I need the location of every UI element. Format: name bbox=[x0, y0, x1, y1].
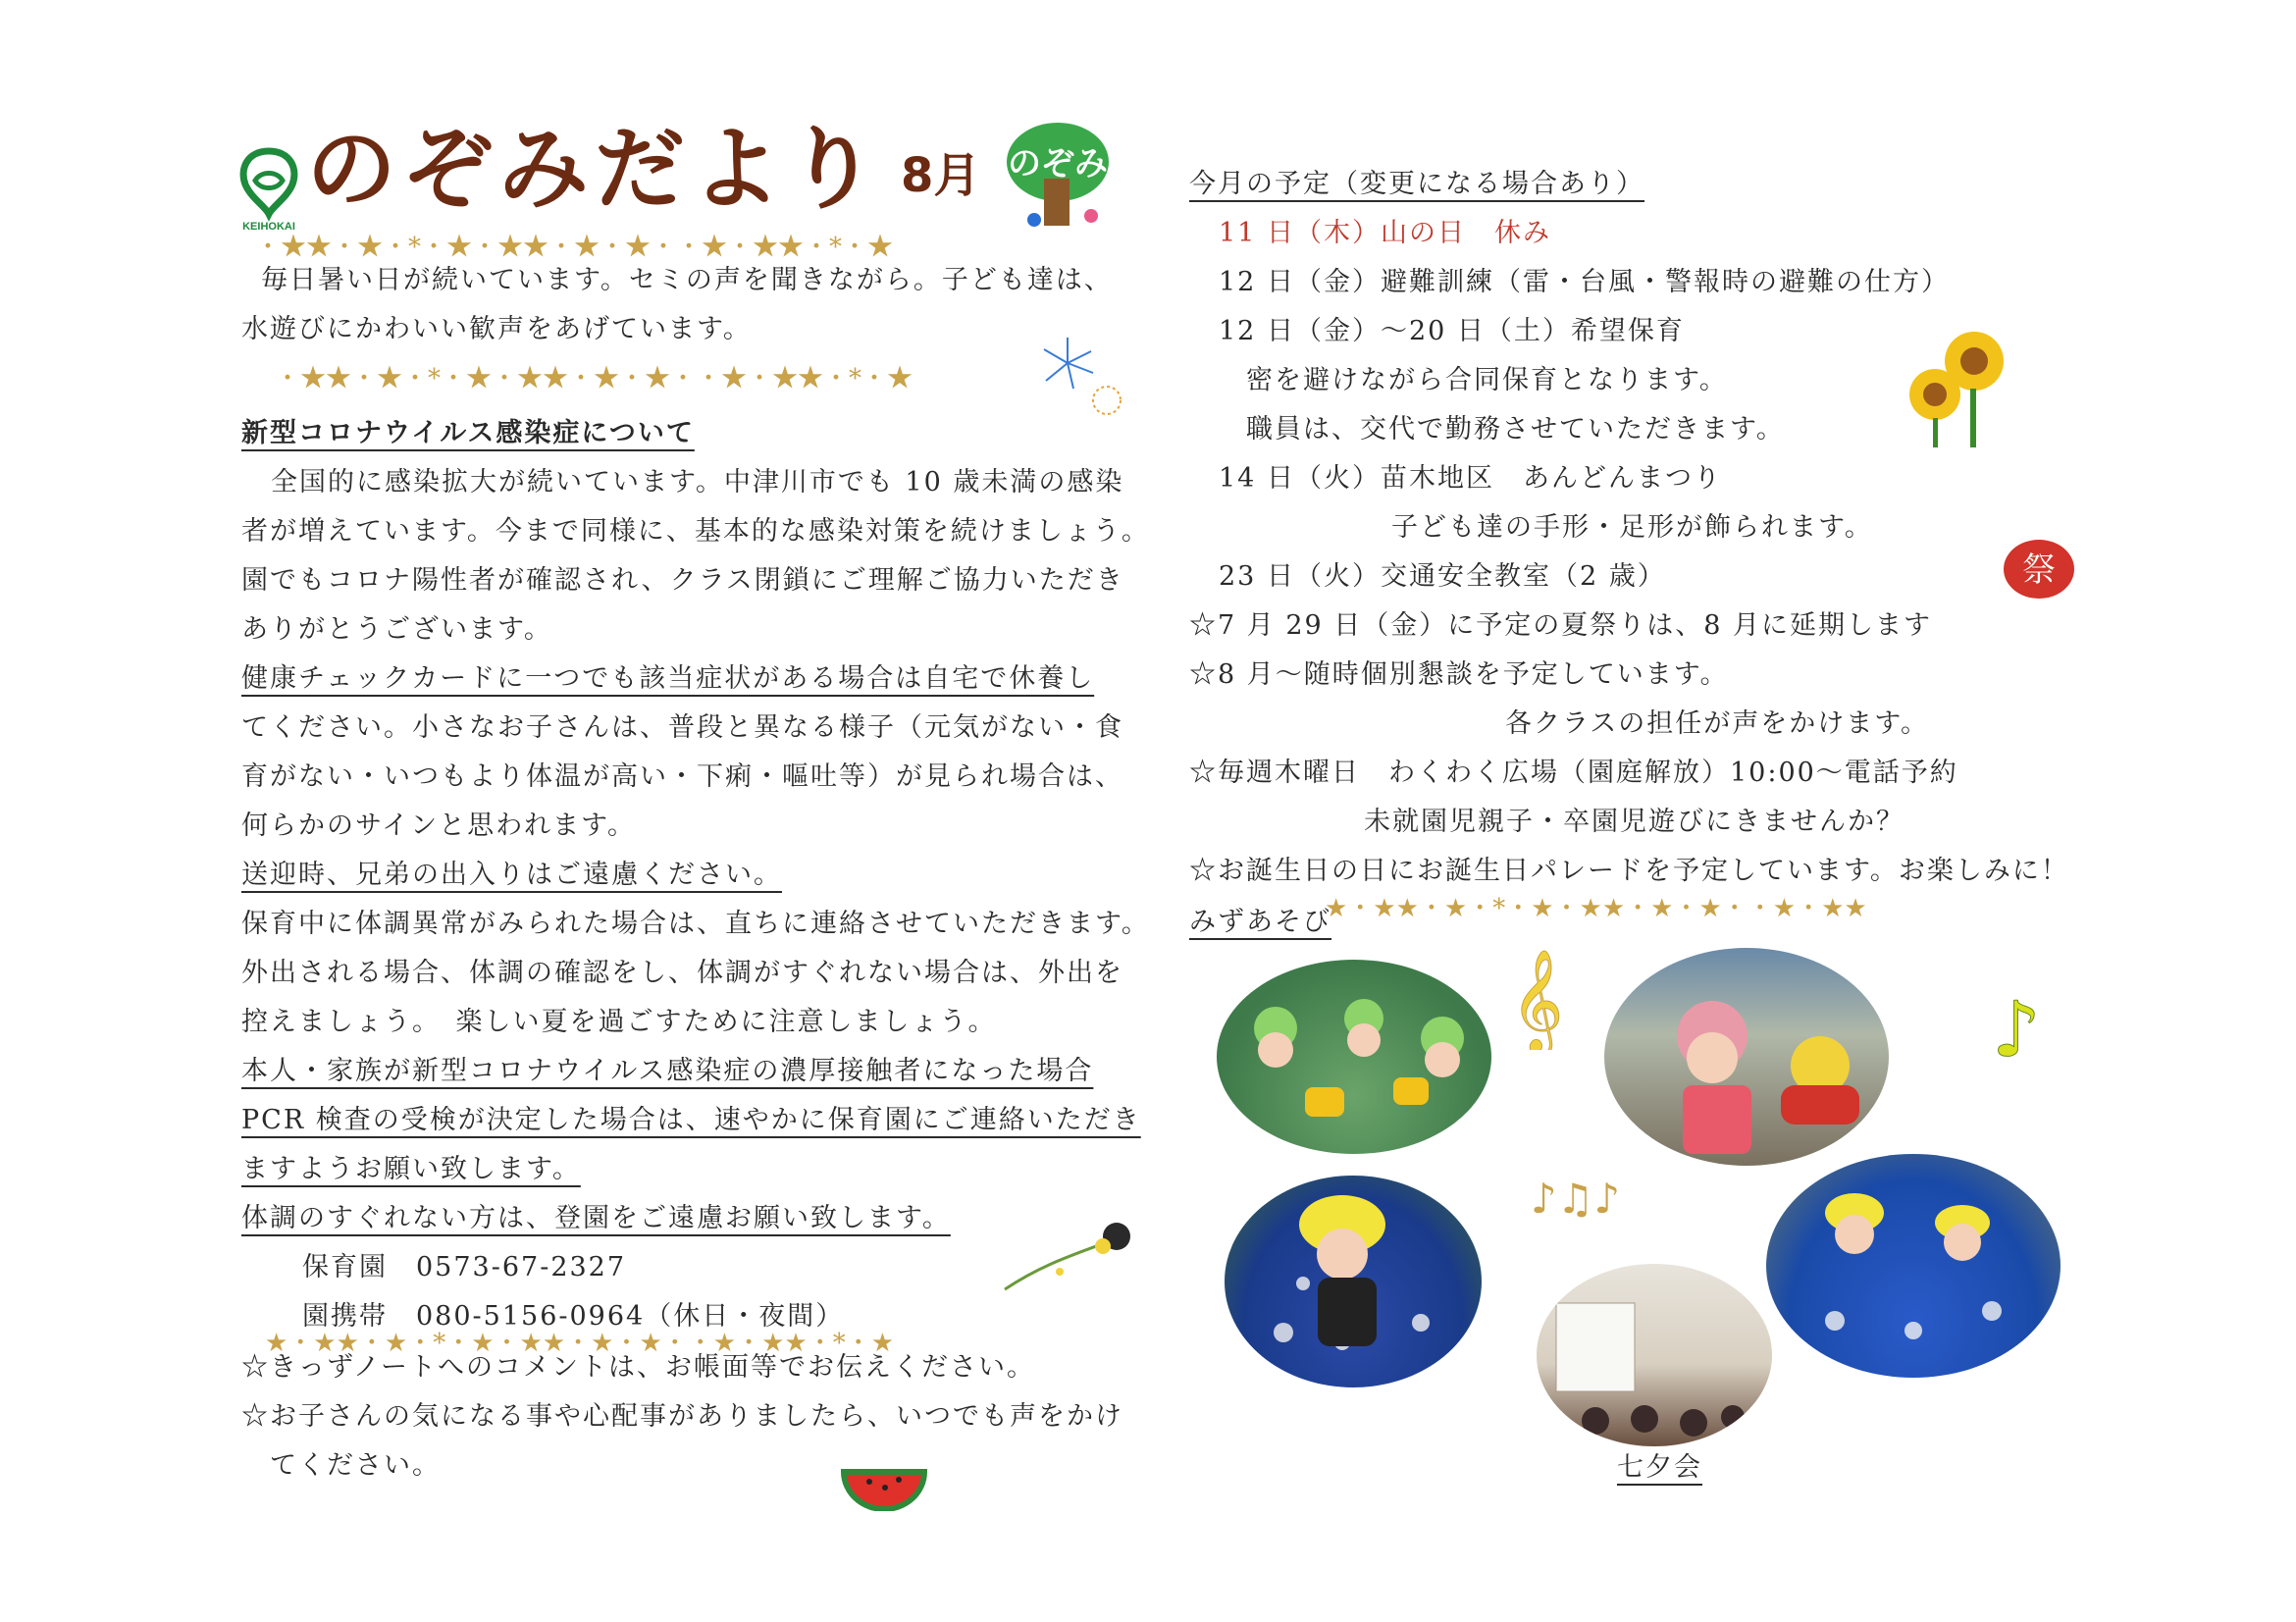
corona-line: 健康チェックカードに一つでも該当症状がある場合は自宅で休養し bbox=[241, 663, 1095, 694]
tanabata-caption: 七夕会 bbox=[1617, 1452, 1702, 1483]
firefly-icon bbox=[1001, 1207, 1138, 1295]
schedule-item: 密を避けながら合同保育となります。 bbox=[1246, 365, 1728, 395]
corona-line: 体調のすぐれない方は、登園をご遠慮お願い致します。 bbox=[241, 1203, 951, 1233]
photo-water-play-4 bbox=[1766, 1154, 2061, 1378]
intro-line-2: 水遊びにかわいい歓声をあげています。 bbox=[241, 314, 752, 344]
sunflower-icon bbox=[1904, 324, 2011, 451]
newsletter-title: のぞみだより bbox=[306, 117, 884, 222]
logo-text: KEIHOKAI bbox=[242, 221, 295, 233]
schedule-item: 12 日（金）～20 日（土）希望保育 bbox=[1219, 316, 1685, 346]
corona-line: 全国的に感染拡大が続いています。中津川市でも 10 歳未満の感染 bbox=[271, 467, 1124, 497]
note-line: ☆お子さんの気になる事や心配事がありましたら、いつでも声をかけ bbox=[241, 1401, 1123, 1432]
corona-line: 園でもコロナ陽性者が確認され、クラス閉鎖にご理解ご協力いただき bbox=[241, 565, 1124, 596]
schedule-item: ☆7 月 29 日（金）に予定の夏祭りは、8 月に延期します bbox=[1189, 610, 1933, 641]
corona-line: ますようお願い致します。 bbox=[241, 1154, 581, 1184]
music-note-icon bbox=[1511, 942, 1560, 1050]
corona-line: 送迎時、兄弟の出入りはご遠慮ください。 bbox=[241, 860, 782, 890]
corona-line: 者が増えています。今まで同様に、基本的な感染対策を続けましょう。 bbox=[241, 516, 1150, 547]
corona-line: 育がない・いつもより体温が高い・下痢・嘔吐等）が見られ場合は、 bbox=[241, 761, 1123, 792]
corona-line: 保育中に体調異常がみられた場合は、直ちに連絡させていただきます。 bbox=[241, 909, 1150, 939]
keihokai-logo bbox=[235, 145, 302, 234]
mizuasobi-heading: みずあそび bbox=[1189, 907, 1331, 937]
photo-water-play-2 bbox=[1604, 948, 1889, 1166]
svg-text:♪: ♪ bbox=[1992, 986, 2041, 1070]
festival-badge bbox=[2002, 538, 2076, 601]
contact-phone: 保育園 0573-67-2327 bbox=[302, 1252, 627, 1282]
schedule-item: 各クラスの担任が声をかけます。 bbox=[1505, 708, 1930, 739]
tree-icon bbox=[1001, 118, 1119, 235]
schedule-item-holiday: 11 日（木）山の日 休み bbox=[1219, 218, 1551, 248]
watermelon-icon bbox=[840, 1452, 928, 1511]
photo-water-play-1 bbox=[1217, 960, 1491, 1154]
music-notes-icon bbox=[1531, 1168, 1648, 1227]
tree-badge-text: のぞみ bbox=[1008, 144, 1108, 183]
festival-badge-text: 祭 bbox=[2022, 550, 2056, 590]
schedule-item: 未就園児親子・卒園児遊びにきませんか？ bbox=[1364, 807, 1905, 837]
schedule-heading: 今月の予定（変更になる場合あり） bbox=[1189, 169, 1644, 199]
star-garland-right bbox=[1315, 895, 2061, 928]
schedule-item: 23 日（火）交通安全教室（2 歳） bbox=[1219, 561, 1666, 592]
photo-water-play-3 bbox=[1225, 1176, 1482, 1387]
schedule-item: 14 日（火）苗木地区 あんどんまつり bbox=[1219, 463, 1722, 494]
svg-text:★・★★・★・*・★・★★・★・★・・★・★★: ★・★★・★・*・★・★★・★・★・・★・★★ bbox=[1325, 895, 1867, 923]
corona-line: ありがとうございます。 bbox=[241, 614, 552, 645]
note-line: ☆きっずノートへのコメントは、お帳面等でお伝えください。 bbox=[241, 1352, 1036, 1383]
music-note-icon bbox=[1992, 981, 2051, 1070]
schedule-item: 12 日（金）避難訓練（雷・台風・警報時の避難の仕方） bbox=[1219, 267, 1950, 297]
svg-text:♪♫♪: ♪♫♪ bbox=[1531, 1175, 1621, 1223]
schedule-item: 子ども達の手形・足形が飾られます。 bbox=[1391, 512, 1873, 543]
corona-line: 何らかのサインと思われます。 bbox=[241, 811, 636, 841]
schedule-item: ☆お誕生日の日にお誕生日パレードを予定しています。お楽しみに！ bbox=[1189, 856, 2069, 886]
intro-line-1: 毎日暑い日が続いています。セミの声を聞きながら。子ども達は、 bbox=[261, 265, 1113, 295]
schedule-item: 職員は、交代で勤務させていただきます。 bbox=[1246, 414, 1785, 445]
corona-line: てください。小さなお子さんは、普段と異なる様子（元気がない・食 bbox=[241, 712, 1123, 743]
corona-line: 控えましょう。 楽しい夏を過ごすために注意しましょう。 bbox=[241, 1007, 997, 1037]
contact-mobile: 園携帯 080-5156-0964（休日・夜間） bbox=[302, 1301, 845, 1332]
svg-text:𝄞: 𝄞 bbox=[1511, 949, 1560, 1050]
svg-text:★・★★・★・*・★・★★・★・★・・★・★★・*・★: ★・★★・★・*・★・★★・★・★・・★・★★・*・★ bbox=[265, 1330, 895, 1358]
corona-line: 本人・家族が新型コロナウイルス感染症の濃厚接触者になった場合 bbox=[241, 1056, 1094, 1086]
corona-line: 外出される場合、体調の確認をし、体調がすぐれない場合は、外出を bbox=[241, 958, 1123, 988]
firework-icon bbox=[1038, 334, 1126, 422]
svg-text:・★★・★・*・★・★★・★・★・・★・★★・*・★: ・★★・★・*・★・★★・★・★・・★・★★・*・★ bbox=[275, 365, 913, 393]
corona-heading: 新型コロナウイルス感染症について bbox=[241, 418, 695, 448]
schedule-item: ☆8 月～随時個別懇談を予定しています。 bbox=[1189, 659, 1729, 690]
schedule-item: ☆毎週木曜日 わくわく広場（園庭解放）10:00～電話予約 bbox=[1189, 758, 1958, 788]
star-garland-mid bbox=[265, 365, 1030, 398]
corona-line: PCR 検査の受検が決定した場合は、速やかに保育園にご連絡いただき bbox=[241, 1105, 1141, 1135]
svg-text:・★★・★・*・★・★★・★・★・・★・★★・*・★: ・★★・★・*・★・★★・★・★・・★・★★・*・★ bbox=[255, 234, 894, 262]
note-line: てください。 bbox=[241, 1450, 441, 1481]
photo-tanabata bbox=[1537, 1264, 1772, 1446]
newsletter-month: 8月 bbox=[901, 148, 981, 203]
